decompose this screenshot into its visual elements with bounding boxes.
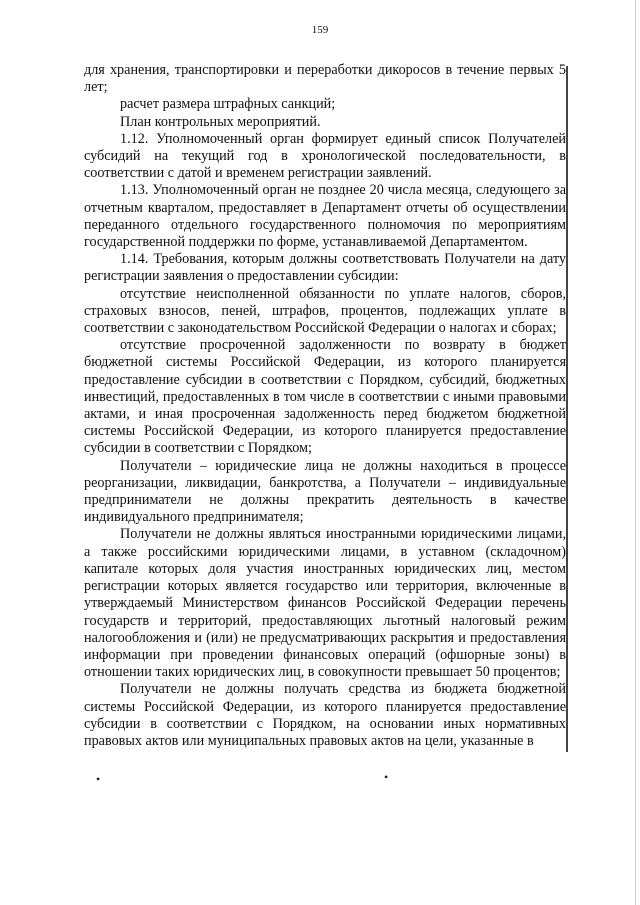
scan-edge-line	[635, 0, 636, 905]
paragraph: расчет размера штрафных санкций;	[120, 96, 336, 113]
footer-mark-left: •	[96, 772, 101, 786]
paragraph: отсутствие неисполненной обязанности по уплате налогов, сборов, страховых взносов, пеней, штрафов, процентов, подлежащих уплате в соответствии с законодательством Российской Федерации о налогах и сборах;	[84, 285, 566, 337]
paragraph: отсутствие просроченной задолженности по возврату в бюджет бюджетной системы Российской Федерации, из которого планируется предоставление субсидии в соответствии с Порядком, субсидий, бюджетных инвестиций, предоставленных в том числе в соответствии с иными правовыми актами, и иная просроченная задолженность перед бюджетом бюджетной системы Российской Федерации, из которого планируется предоставление субсидии в соответствии с Порядком;	[84, 337, 566, 457]
paragraph: для хранения, транспортировки и переработки дикоросов в течение первых 5 лет;	[84, 62, 566, 96]
page-number: 159	[311, 24, 329, 36]
paragraph: План контрольных мероприятий.	[120, 113, 321, 130]
paragraph: 1.12. Уполномоченный орган формирует единый список Получателей субсидий на текущий год в хронологической последовательности, в соответствии с датой и временем регистрации заявлений.	[84, 130, 566, 182]
footer-mark-right: •	[384, 770, 389, 784]
paragraph: 1.13. Уполномоченный орган не позднее 20 числа месяца, следующего за отчетным кварталом, предоставляет в Департамент отчеты об осуществлении переданного отдельного государственного полномочия по мероприятиям государственной поддержки по форме, устанавливаемой Департаментом.	[84, 182, 566, 251]
document-body	[84, 62, 566, 750]
paragraph: Получатели – юридические лица не должны находиться в процессе реорганизации, ликвидации, банкротства, а Получатели – индивидуальные предприниматели не должны прекратить деятельность в качестве индивидуального предпринимателя;	[84, 457, 566, 526]
paragraph: Получатели не должны являться иностранными юридическими лицами, а также российскими юридическими лицами, в уставном (складочном) капитале которых доля участия иностранных юридических лиц, местом регистрации которых является государство или территория, включенные в утверждаемый Министерством финансов Российской Федерации перечень государств и территорий, предоставляющих льготный налоговый режим налогообложения и (или) не предусматривающих раскрытия и предоставления информации при проведении финансовых операций (офшорные зоны) в отношении таких юридических лиц, в совокупности превышает 50 процентов;	[84, 526, 566, 681]
right-margin-rule	[566, 66, 568, 752]
paragraph: 1.14. Требования, которым должны соответствовать Получатели на дату регистрации заявления о предоставлении субсидии:	[84, 251, 566, 285]
paragraph: Получатели не должны получать средства из бюджета бюджетной системы Российской Федерации, из которого планируется предоставление субсидии в соответствии с Порядком, на основании иных нормативных правовых актов или муниципальных правовых актов на цели, указанные в	[84, 681, 566, 749]
